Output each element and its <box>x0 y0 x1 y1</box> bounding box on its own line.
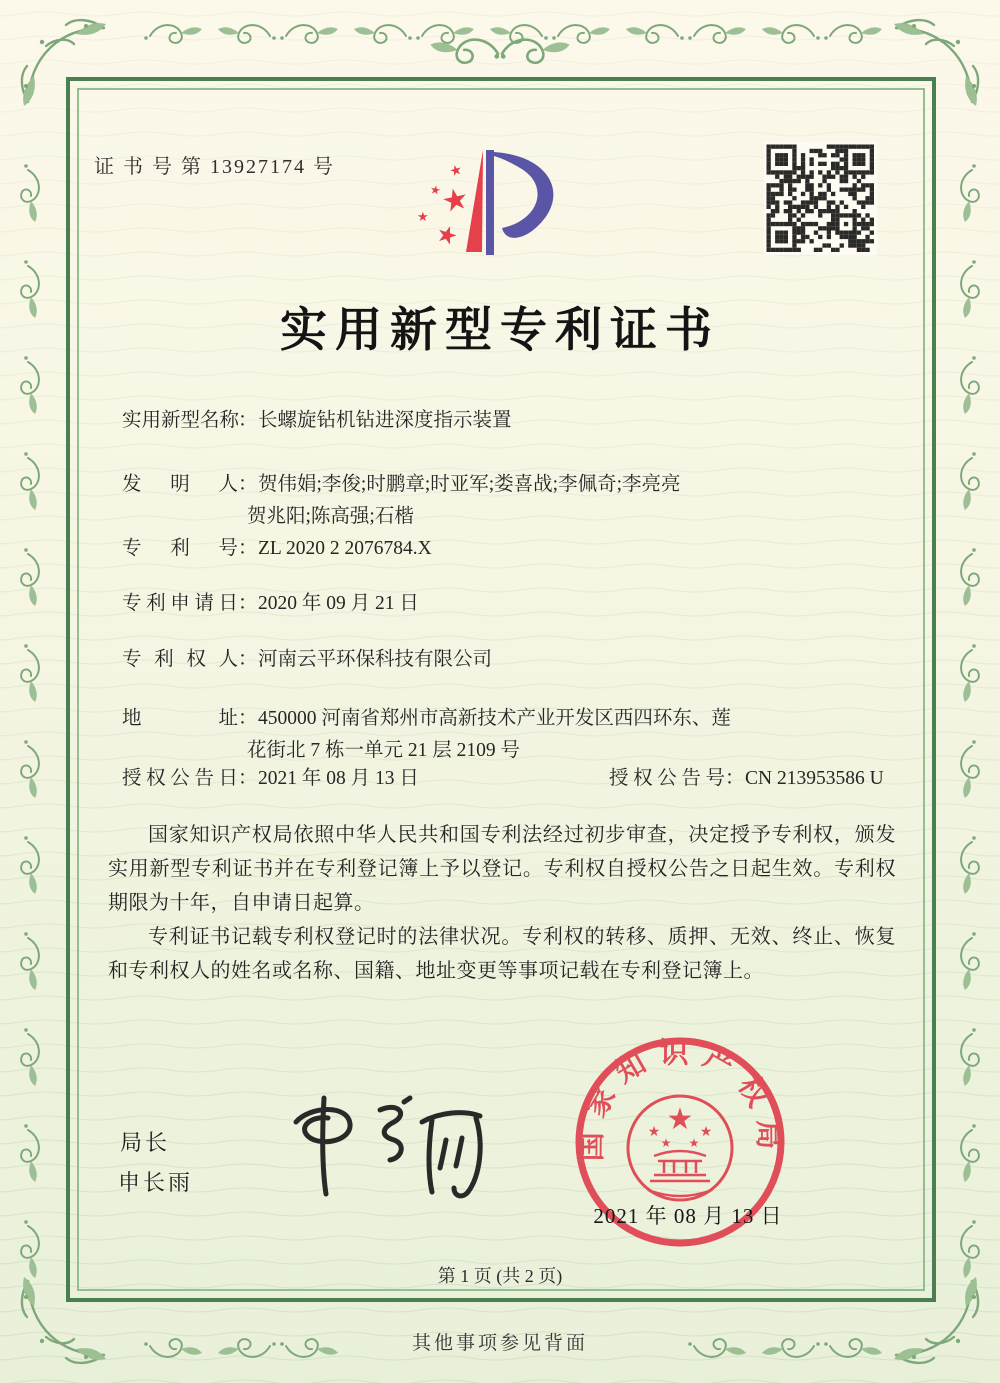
commissioner-name: 申长雨 <box>118 1170 194 1195</box>
qr-code <box>764 142 877 255</box>
field-label-name: 实用新型名称 <box>122 410 240 431</box>
field-row-address <box>122 706 731 732</box>
label-colon: ： <box>238 593 258 614</box>
certificate-title: 实用新型专利证书 <box>280 305 720 357</box>
field-label-patentee: 专利权人 <box>122 649 238 670</box>
label-colon: ： <box>238 474 258 495</box>
field-row-inventors <box>122 472 681 498</box>
field-value-name: 长螺旋钻机钻进深度指示装置 <box>258 410 512 431</box>
commissioner-signature <box>262 1082 492 1202</box>
field-value-inventors-line1: 贺伟娟;李俊;时鹏章;时亚军;娄喜战;李佩奇;李亮亮 <box>258 474 681 495</box>
commissioner-title: 局长 <box>120 1130 171 1155</box>
logo-p-mark <box>402 140 587 282</box>
field-row-name <box>122 408 512 434</box>
field-value-inventors-line2: 贺兆阳;陈高强;石楷 <box>247 506 414 527</box>
seal-ring-text: 国家知识产权局 <box>575 1037 785 1162</box>
field-label-patent-no: 专利号 <box>122 538 238 559</box>
label-colon: ： <box>238 708 258 729</box>
label-colon: ： <box>238 410 258 431</box>
legal-paragraph-2: 专利证书记载专利权登记时的法律状况。专利权的转移、质押、无效、终止、恢复和专利权人的姓名或名称、国籍、地址变更等事项记载在专利登记簿上。 <box>108 926 896 982</box>
field-value-patentee: 河南云平环保科技有限公司 <box>258 649 493 670</box>
label-colon: ： <box>238 649 258 670</box>
national-emblem <box>628 1096 732 1200</box>
field-row-filing-date <box>122 591 419 617</box>
star-icon: ★ <box>438 181 472 220</box>
field-value-address-line1: 450000 河南省郑州市高新技术产业开发区西四环东、莲 <box>258 708 731 729</box>
field-label-grant-date: 授权公告日 <box>122 768 238 789</box>
star-icon: ★ <box>432 220 462 252</box>
field-value-grant-no: CN 213953586 U <box>745 768 884 789</box>
star-icon: ★ <box>647 1125 661 1140</box>
seal-ring-text-holder <box>575 1037 784 1162</box>
field-label-address: 地址 <box>122 708 238 729</box>
label-colon: ： <box>725 768 745 789</box>
logo-blue-stem <box>486 150 494 255</box>
field-value-address-line2: 花街北 7 栋一单元 21 层 2109 号 <box>247 740 521 761</box>
star-icon: ★ <box>428 182 442 198</box>
back-note: 其他事项参见背面 <box>411 1333 588 1354</box>
label-colon: ： <box>238 768 258 789</box>
field-grant-no <box>609 766 884 792</box>
star-icon: ★ <box>448 162 465 181</box>
label-colon: ： <box>238 538 258 559</box>
emblem-gate <box>648 1151 712 1196</box>
field-label-inventors: 发明人 <box>122 474 238 495</box>
star-icon: ★ <box>666 1103 694 1136</box>
field-label-filing-date: 专利申请日 <box>122 593 238 614</box>
seal-date: 2021 年 08 月 13 日 <box>593 1204 783 1228</box>
star-icon: ★ <box>417 209 429 224</box>
star-icon: ★ <box>699 1125 713 1140</box>
field-value-grant-date: 2021 年 08 月 13 日 <box>258 768 419 789</box>
legal-paragraph-1: 国家知识产权局依照中华人民共和国专利法经过初步审查，决定授予专利权，颁发实用新型专利证书并在专利登记簿上予以登记。专利权自授权公告之日起生效。专利权期限为十年，自申请日起算。 <box>108 824 896 914</box>
certificate-number: 证 书 号 第 13927174 号 <box>94 156 335 178</box>
field-value-patent-no: ZL 2020 2 2076784.X <box>258 538 432 559</box>
field-row-patentee <box>122 647 492 673</box>
field-label-grant-no: 授权公告号 <box>609 768 725 789</box>
field-row-grant <box>122 766 884 792</box>
cnipa-logo <box>402 140 587 282</box>
page-indicator: 第 1 页 (共 2 页) <box>437 1266 563 1286</box>
star-icon: ★ <box>660 1136 672 1150</box>
field-row-patent-no <box>122 536 432 562</box>
field-value-filing-date: 2020 年 09 月 21 日 <box>258 593 419 614</box>
star-icon: ★ <box>688 1136 700 1150</box>
logo-blue-bowl <box>494 152 553 238</box>
legal-text <box>108 818 896 988</box>
